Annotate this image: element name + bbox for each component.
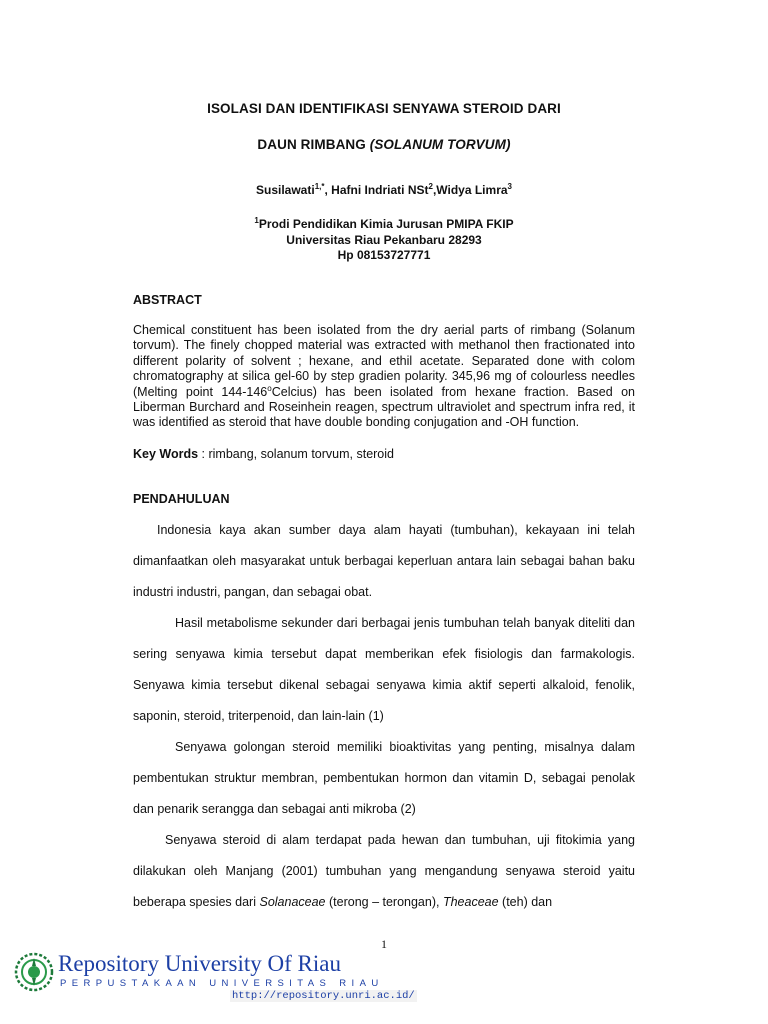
intro-heading: PENDAHULUAN	[133, 492, 230, 506]
repository-name: Repository University Of Riau	[58, 951, 341, 976]
abstract-text	[133, 323, 635, 431]
intro-body	[133, 515, 635, 918]
keywords	[133, 447, 394, 461]
affiliation-line-1	[0, 217, 768, 231]
paragraph-1: Indonesia kaya akan sumber daya alam hayati (tumbuhan), kekayaan ini telah dimanfaatkan oleh masyarakat untuk berbagai keperluan antara lain sebagai bahan baku industri industri, pangan, dan sebagai obat.	[133, 523, 635, 599]
affiliation-sup: 1	[254, 216, 259, 225]
abstract-text-b: Celcius) has been isolated from hexane fraction. Based on Liberman Burchard and Roseinhein reagen, spectrum ultraviolet and spectrum infra red, it was identified as steroid that have double bonding conjugation and -OH function.	[133, 384, 635, 430]
affiliation-phone: Hp 08153727771	[337, 248, 431, 262]
abstract-heading: ABSTRACT	[133, 293, 202, 307]
page-number: 1	[381, 937, 387, 951]
author-2-sup: 2	[428, 182, 433, 191]
author-2: , Hafni Indriati NSt	[324, 183, 429, 197]
author-3: ,Widya Limra	[432, 183, 508, 197]
author-3-sup: 3	[507, 182, 512, 191]
title-plain: DAUN RIMBANG	[257, 137, 370, 152]
paragraph-2: Hasil metabolisme sekunder dari berbagai jenis tumbuhan telah banyak diteliti dan sering senyawa kimia tersebut dapat memberikan efek fisiologis dan farmakologis. Senyawa kimia tersebut dikenal sebagai senyawa kimia aktif seperti alkaloid, fenolik, saponin, steroid, triterpenoid, dan lain-lain (1)	[133, 616, 635, 723]
p4-text-b: (terong – terongan),	[325, 895, 443, 909]
paragraph-3: Senyawa golongan steroid memiliki bioaktivitas yang penting, misalnya dalam pembentukan struktur membran, pembentukan hormon dan vitamin D, sebagai penolak dan penarik serangga dan sebagai anti mikroba (2)	[133, 740, 635, 816]
author-list	[0, 183, 768, 197]
repository-footer	[14, 950, 434, 1010]
title-line-2	[0, 137, 768, 152]
p4-text-c: (teh) dan	[498, 895, 553, 909]
title-line-1: ISOLASI DAN IDENTIFIKASI SENYAWA STEROID DARI	[207, 101, 561, 116]
abstract-text-a: Chemical constituent has been isolated from the dry aerial parts of rimbang (Solanum torvum). The finely chopped material was extracted with methanol then fractionated into different polarity of solvent ; hexane, and ethil acetate. Separated done with colom chromatography at silica gel-60 by step gradien polarity. 345,96 mg of colourless needles (Melting point 144-146	[133, 323, 635, 399]
title-species: (SOLANUM TORVUM)	[369, 137, 511, 152]
repository-subtitle: PERPUSTAKAAN UNIVERSITAS RIAU	[60, 978, 384, 989]
degree-sup: o	[267, 383, 272, 393]
affiliation-line-2: Universitas Riau Pekanbaru 28293	[286, 233, 482, 247]
paragraph-4	[133, 825, 635, 918]
p4-family-2: Theaceae	[442, 895, 499, 909]
keywords-text: : rimbang, solanum torvum, steroid	[198, 447, 394, 461]
affiliation-dept: Prodi Pendidikan Kimia Jurusan PMIPA FKIP	[258, 217, 514, 231]
keywords-label: Key Words	[133, 447, 199, 461]
repository-url-link[interactable]: http://repository.unri.ac.id/	[232, 990, 415, 1002]
author-1-sup: 1,*	[314, 182, 325, 191]
p4-family-1: Solanaceae	[259, 895, 326, 909]
author-1: Susilawati	[256, 183, 315, 197]
p4-text-a: Senyawa steroid di alam terdapat pada hewan dan tumbuhan, uji fitokimia yang dilakukan oleh Manjang (2001) tumbuhan yang mengandung senyawa steroid yaitu beberapa spesies dari	[133, 833, 635, 909]
university-emblem-icon	[14, 952, 54, 992]
